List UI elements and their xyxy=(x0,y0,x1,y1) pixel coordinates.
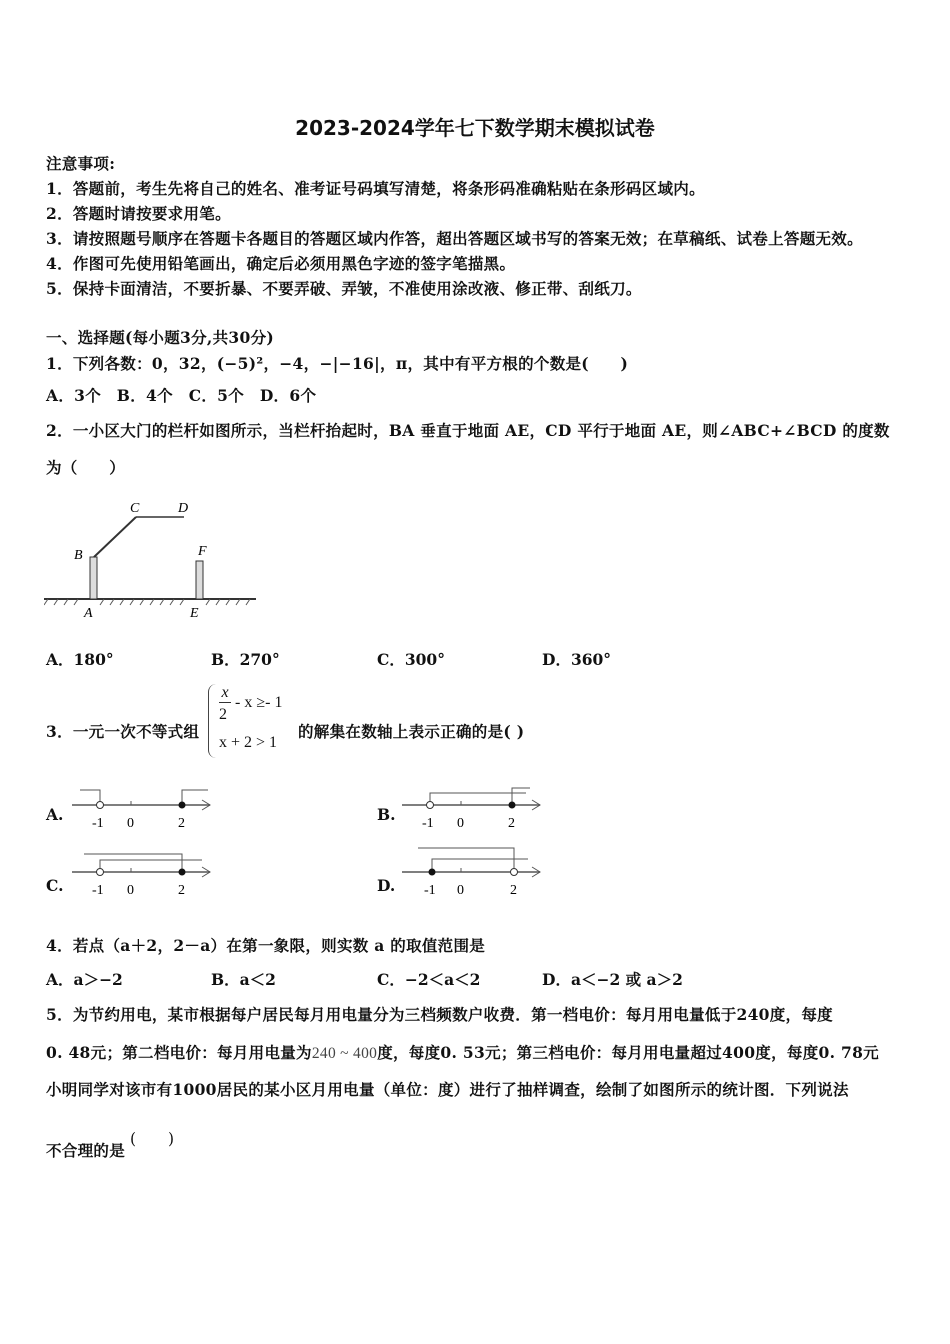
number-line-b xyxy=(402,785,547,835)
page-title: 2023-2024学年七下数学期末模拟试卷 xyxy=(295,116,655,140)
answer-parens: ( ) xyxy=(130,1130,175,1148)
number-line-a xyxy=(72,785,217,835)
q3-suffix: 的解集在数轴上表示正确的是( ) xyxy=(298,722,525,741)
tick-label: 2 xyxy=(178,883,185,898)
point-label-e: E xyxy=(190,606,199,621)
number-line-d xyxy=(402,845,547,900)
fraction-denominator: 2 xyxy=(219,706,227,723)
tick-label: 2 xyxy=(508,816,515,831)
q2-option-c: C．300° xyxy=(377,650,445,669)
tick-label: -1 xyxy=(92,883,104,898)
notice-item: 4．作图可先使用铅笔画出，确定后必须用黑色字迹的签字笔描黑。 xyxy=(46,254,516,273)
q3-prefix: 3．一元一次不等式组 xyxy=(46,722,200,741)
inequality-2: x + 2 > 1 xyxy=(219,734,278,751)
tick-label: -1 xyxy=(422,816,434,831)
q2-option-d: D．360° xyxy=(542,650,612,669)
q2-stem-cont: 为（ ） xyxy=(46,458,126,477)
q5-line2 xyxy=(46,1041,879,1063)
tick-label: 2 xyxy=(510,883,517,898)
q5-line1: 5．为节约用电，某市根据每户居民每月用电量分为三档频数户收费．第一档电价：每月用电量低于240度，每度 xyxy=(46,1005,833,1024)
inequality-1: - x ≥- 1 xyxy=(235,694,283,711)
q4-option-a: A．a＞−2 xyxy=(46,970,123,989)
q5-line2-start: 0. 48元；第二档电价：每月用电量为 xyxy=(46,1043,312,1062)
tick-label: 0 xyxy=(127,816,134,831)
notice-item: 3．请按照题号顺序在答题卡各题目的答题区域内作答，超出答题区域书写的答案无效；在草稿纸、试卷上答题无效。 xyxy=(46,229,863,248)
q2-stem: 2．一小区大门的栏杆如图所示，当栏杆抬起时，BA 垂直于地面 AE，CD 平行于地面 AE，则∠ABC+∠BCD 的度数 xyxy=(46,421,890,440)
q3-option-d: D. xyxy=(377,876,396,895)
tick-label: -1 xyxy=(424,883,436,898)
point-label-a: A xyxy=(84,606,93,621)
notice-item: 2．答题时请按要求用笔。 xyxy=(46,204,231,223)
fraction-numerator: x xyxy=(219,684,231,703)
point-label-f: F xyxy=(198,544,207,559)
q1-options: A．3个 B．4个 C．5个 D．6个 xyxy=(46,386,317,405)
q4-option-d: D．a＜−2 或 a＞2 xyxy=(542,970,683,989)
tick-label: 0 xyxy=(457,816,464,831)
q3-option-b: B. xyxy=(377,805,396,824)
q5-line3: 小明同学对该市有1000居民的某小区月用电量（单位：度）进行了抽样调查，绘制了如图所示的统计图．下列说法 xyxy=(46,1080,849,1099)
q2-option-a: A．180° xyxy=(46,650,114,669)
notice-heading: 注意事项: xyxy=(46,154,116,173)
q5-line4: 不合理的是 xyxy=(46,1141,126,1160)
number-line-c xyxy=(72,850,217,900)
tick-label: -1 xyxy=(92,816,104,831)
point-label-c: C xyxy=(130,501,140,516)
q4-option-b: B．a＜2 xyxy=(211,970,276,989)
tick-label: 0 xyxy=(457,883,464,898)
q2-option-b: B．270° xyxy=(211,650,280,669)
usage-range: 240 ~ 400 xyxy=(311,1045,378,1062)
q4-stem: 4．若点（a＋2，2－a）在第一象限，则实数 a 的取值范围是 xyxy=(46,936,486,955)
inequality-system xyxy=(208,684,299,758)
q1-stem: 1．下列各数：0，32，(−5)²，−4，−|−16|，π，其中有平方根的个数是( ) xyxy=(46,354,629,373)
q3-option-c: C. xyxy=(46,876,64,895)
gate-figure xyxy=(44,495,259,625)
q3-option-a: A. xyxy=(46,805,64,824)
point-label-b: B xyxy=(74,548,83,563)
q5-line2-end: 度，每度0. 53元；第三档电价：每月用电量超过400度，每度0. 78元 xyxy=(377,1043,879,1062)
q4-option-c: C．−2＜a＜2 xyxy=(377,970,481,989)
tick-label: 0 xyxy=(127,883,134,898)
notice-item: 1．答题前，考生先将自己的姓名、准考证号码填写清楚，将条形码准确粘贴在条形码区域内。 xyxy=(46,179,705,198)
point-label-d: D xyxy=(178,501,189,516)
notice-item: 5．保持卡面清洁，不要折暴、不要弄破、弄皱，不准使用涂改液、修正带、刮纸刀。 xyxy=(46,279,642,298)
section-heading: 一、选择题(每小题3分,共30分) xyxy=(46,328,275,347)
tick-label: 2 xyxy=(178,816,185,831)
